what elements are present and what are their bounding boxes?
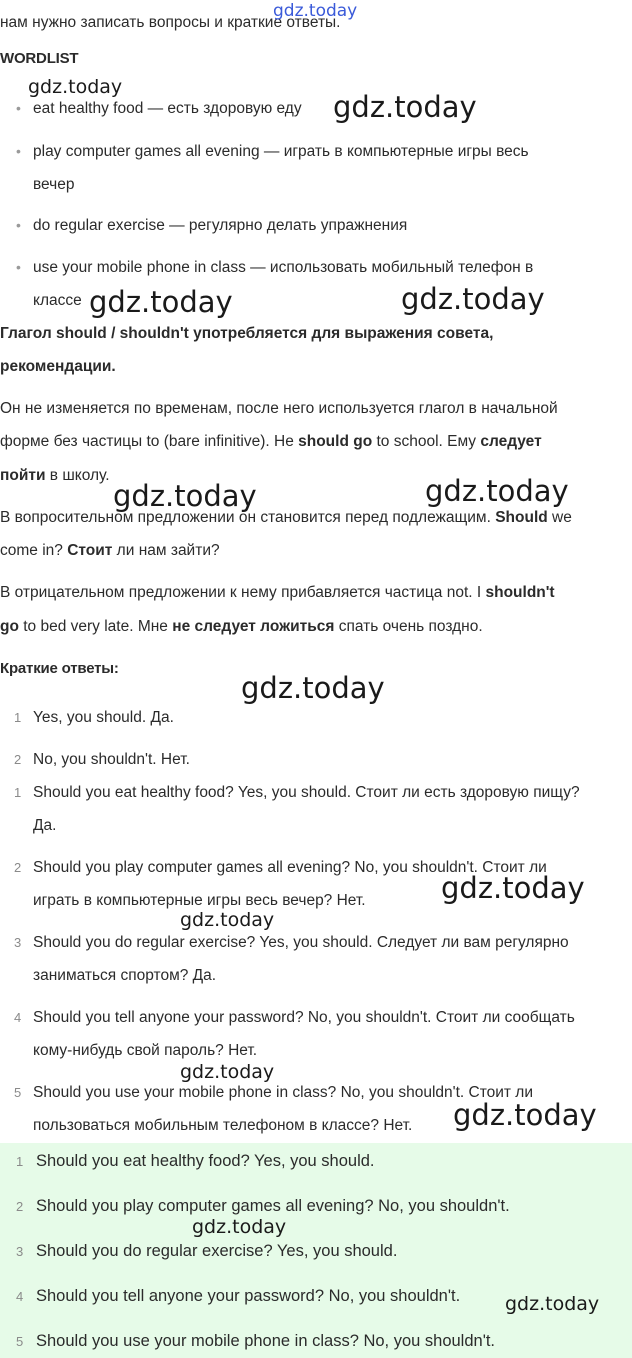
list-item-text: No, you shouldn't. Нет. <box>33 751 190 768</box>
grammar-text-line <box>0 509 572 527</box>
watermark: gdz.today <box>241 671 385 705</box>
grammar-text-line <box>0 618 483 636</box>
watermark: gdz.today <box>425 474 569 508</box>
item-number: 1 <box>14 710 22 725</box>
text-part: ли нам зайти? <box>112 542 220 559</box>
list-item-text: Should you play computer games all evening? No, you shouldn't. Стоит ли <box>33 859 547 876</box>
list-item-text: Should you tell anyone your password? No, you shouldn't. Стоит ли сообщать <box>33 1009 575 1026</box>
short-answers-title: Краткие ответы: <box>0 660 119 677</box>
bullet-icon: • <box>16 100 21 116</box>
item-number: 2 <box>14 860 22 875</box>
watermark: gdz.today <box>180 909 275 931</box>
bold-part: следует <box>480 433 542 450</box>
wordlist-item-text-cont: вечер <box>33 176 75 193</box>
item-number: 1 <box>14 785 22 800</box>
item-number: 3 <box>14 935 22 950</box>
answer-text: Should you tell anyone your password? No, you shouldn't. <box>36 1287 461 1305</box>
text-part: В вопросительном предложении он становится перед подлежащим. <box>0 509 496 526</box>
watermark: gdz.today <box>113 479 257 513</box>
list-item-text: Should you use your mobile phone in class? No, you shouldn't. Стоит ли <box>33 1084 534 1101</box>
list-item-text: Should you do regular exercise? Yes, you should. Следует ли вам регулярно <box>33 934 569 951</box>
grammar-text-line <box>0 584 555 602</box>
answer-text: Should you do regular exercise? Yes, you should. <box>36 1242 398 1260</box>
bullet-icon: • <box>16 217 21 233</box>
intro-line: нам нужно записать вопросы и краткие ответы. <box>0 14 341 31</box>
text-part: come in? <box>0 542 68 559</box>
wordlist-item-text: do regular exercise — регулярно делать упражнения <box>33 217 408 234</box>
wordlist-item-text: eat healthy food — есть здоровую еду <box>33 100 302 117</box>
watermark: gdz.today <box>505 1293 600 1315</box>
wordlist-title: WORDLIST <box>0 50 79 67</box>
item-number: 1 <box>16 1154 24 1169</box>
answer-text: Should you use your mobile phone in class? No, you shouldn't. <box>36 1332 496 1350</box>
wordlist-item-text: use your mobile phone in class — использовать мобильный телефон в <box>33 259 534 276</box>
wordlist-item-text-cont: классе <box>33 292 82 309</box>
bullet-icon: • <box>16 259 21 275</box>
answer-text: Should you eat healthy food? Yes, you should. <box>36 1152 375 1170</box>
watermark: gdz.today <box>89 285 233 319</box>
bold-part: пойти <box>0 467 46 484</box>
watermark: gdz.today <box>180 1061 275 1083</box>
bold-part: go <box>0 618 19 635</box>
grammar-text-line <box>0 542 220 560</box>
list-item-text-cont: играть в компьютерные игры весь вечер? Нет. <box>33 892 366 909</box>
item-number: 2 <box>14 752 22 767</box>
answers-box <box>0 1143 632 1358</box>
text-part: to bed very late. Мне <box>18 618 173 635</box>
text-part: В отрицательном предложении к нему прибавляется частица not. I <box>0 584 486 601</box>
wordlist-item-text: play computer games all evening — играть в компьютерные игры весь <box>33 143 529 160</box>
grammar-rule-line: Глагол should / shouldn't употребляется для выражения совета, <box>0 325 494 342</box>
list-item-text-cont: кому-нибудь свой пароль? Нет. <box>33 1042 258 1059</box>
watermark: gdz.today <box>333 90 477 124</box>
text-part: we <box>547 509 572 526</box>
watermark: gdz.today <box>441 871 585 905</box>
watermark: gdz.today <box>453 1098 597 1132</box>
watermark: gdz.today <box>273 1 358 21</box>
watermark: gdz.today <box>401 282 545 316</box>
watermark: gdz.today <box>28 76 123 98</box>
bold-part: should go <box>298 433 373 450</box>
bold-part: Should <box>495 509 548 526</box>
grammar-text-line: Он не изменяется по временам, после него используется глагол в начальной <box>0 400 558 417</box>
grammar-text-line <box>0 433 542 451</box>
text-part: в школу. <box>45 467 110 484</box>
list-item-text-cont: Да. <box>33 817 57 834</box>
list-item-text: Yes, you should. Да. <box>33 709 174 726</box>
item-number: 4 <box>14 1010 22 1025</box>
bold-part: не следует ложиться <box>172 618 335 635</box>
list-item-text: Should you eat healthy food? Yes, you should. Стоит ли есть здоровую пищу? <box>33 784 580 801</box>
text-part: спать очень поздно. <box>334 618 483 635</box>
grammar-rule-line: рекомендации. <box>0 358 116 375</box>
item-number: 5 <box>14 1085 22 1100</box>
text-part: to school. Ему <box>372 433 481 450</box>
list-item-text-cont: пользоваться мобильным телефоном в классе? Нет. <box>33 1117 413 1134</box>
bold-part: shouldn't <box>485 584 555 601</box>
item-number: 5 <box>16 1334 24 1349</box>
bullet-icon: • <box>16 143 21 159</box>
answer-text: Should you play computer games all evening? No, you shouldn't. <box>36 1197 510 1215</box>
list-item-text-cont: заниматься спортом? Да. <box>33 967 217 984</box>
text-part: форме без частицы to (bare infinitive). Не <box>0 433 299 450</box>
grammar-text-line <box>0 467 110 485</box>
bold-part: Стоит <box>67 542 113 559</box>
item-number: 4 <box>16 1289 24 1304</box>
watermark: gdz.today <box>192 1216 287 1238</box>
item-number: 3 <box>16 1244 24 1259</box>
item-number: 2 <box>16 1199 24 1214</box>
